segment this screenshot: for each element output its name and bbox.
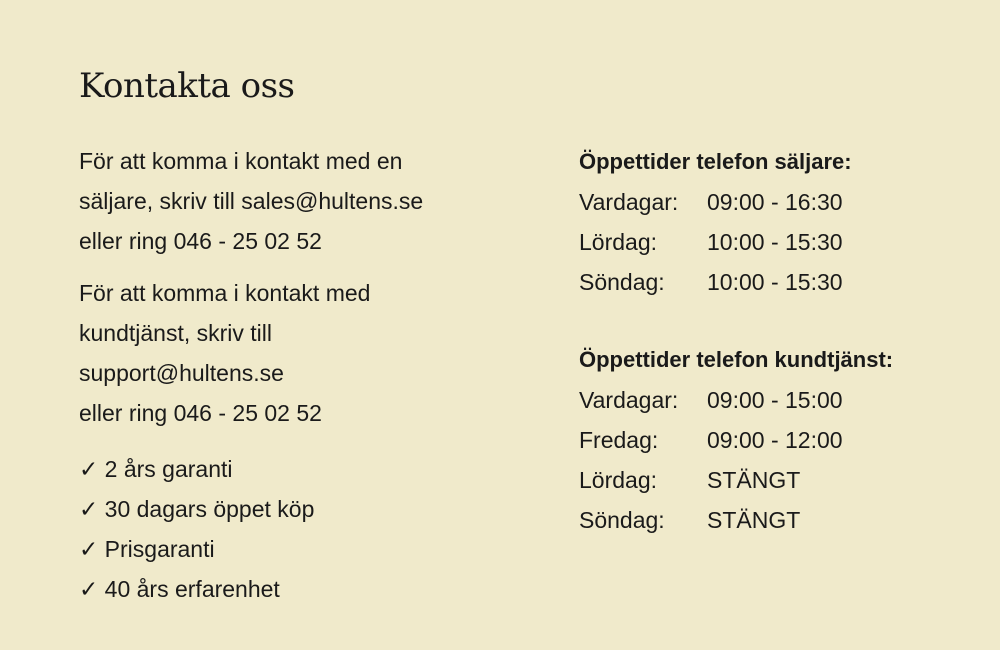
hours-day: Vardagar: (579, 189, 679, 215)
support-hours-title: Öppettider telefon kundtjänst: (579, 347, 894, 372)
hours-time: STÄNGT (707, 467, 801, 493)
support-contact-paragraph (79, 273, 519, 433)
hours-time: 10:00 - 15:30 (707, 269, 843, 295)
hours-row (579, 222, 989, 262)
support-hours-block (579, 340, 989, 540)
hours-time: 09:00 - 15:00 (707, 387, 843, 413)
feature-item: ✓ 30 dagars öppet köp (79, 496, 315, 522)
hours-time: 09:00 - 16:30 (707, 189, 843, 215)
feature-item: ✓ 40 års erfarenhet (79, 576, 280, 602)
hours-row (579, 420, 989, 460)
hours-row (579, 262, 989, 302)
hours-time: 09:00 - 12:00 (707, 427, 843, 453)
page-title: Kontakta oss (79, 66, 295, 106)
support-contact-line: kundtjänst, skriv till (79, 320, 273, 346)
hours-day: Lördag: (579, 229, 658, 255)
support-contact-line: eller ring 046 - 25 02 52 (79, 400, 322, 426)
sales-hours-title: Öppettider telefon säljare: (579, 149, 852, 174)
feature-item: ✓ 2 års garanti (79, 456, 233, 482)
sales-contact-line: För att komma i kontakt med en (79, 148, 403, 174)
support-contact-line: För att komma i kontakt med (79, 280, 371, 306)
hours-row (579, 182, 989, 222)
sales-contact-line: säljare, skriv till sales@hultens.se (79, 188, 424, 214)
contact-info-column (79, 141, 519, 609)
hours-time: 10:00 - 15:30 (707, 229, 843, 255)
sales-hours-block (579, 142, 989, 302)
hours-time: STÄNGT (707, 507, 801, 533)
hours-day: Lördag: (579, 467, 658, 493)
feature-list (79, 449, 519, 609)
sales-contact-line: eller ring 046 - 25 02 52 (79, 228, 322, 254)
sales-contact-paragraph (79, 141, 519, 261)
hours-day: Vardagar: (579, 387, 679, 413)
hours-day: Fredag: (579, 427, 659, 453)
hours-day: Söndag: (579, 507, 665, 533)
hours-row (579, 380, 989, 420)
hours-row (579, 500, 989, 540)
support-contact-line: support@hultens.se (79, 360, 284, 386)
feature-item: ✓ Prisgaranti (79, 536, 215, 562)
hours-day: Söndag: (579, 269, 665, 295)
opening-hours-column (579, 142, 989, 578)
hours-row (579, 460, 989, 500)
